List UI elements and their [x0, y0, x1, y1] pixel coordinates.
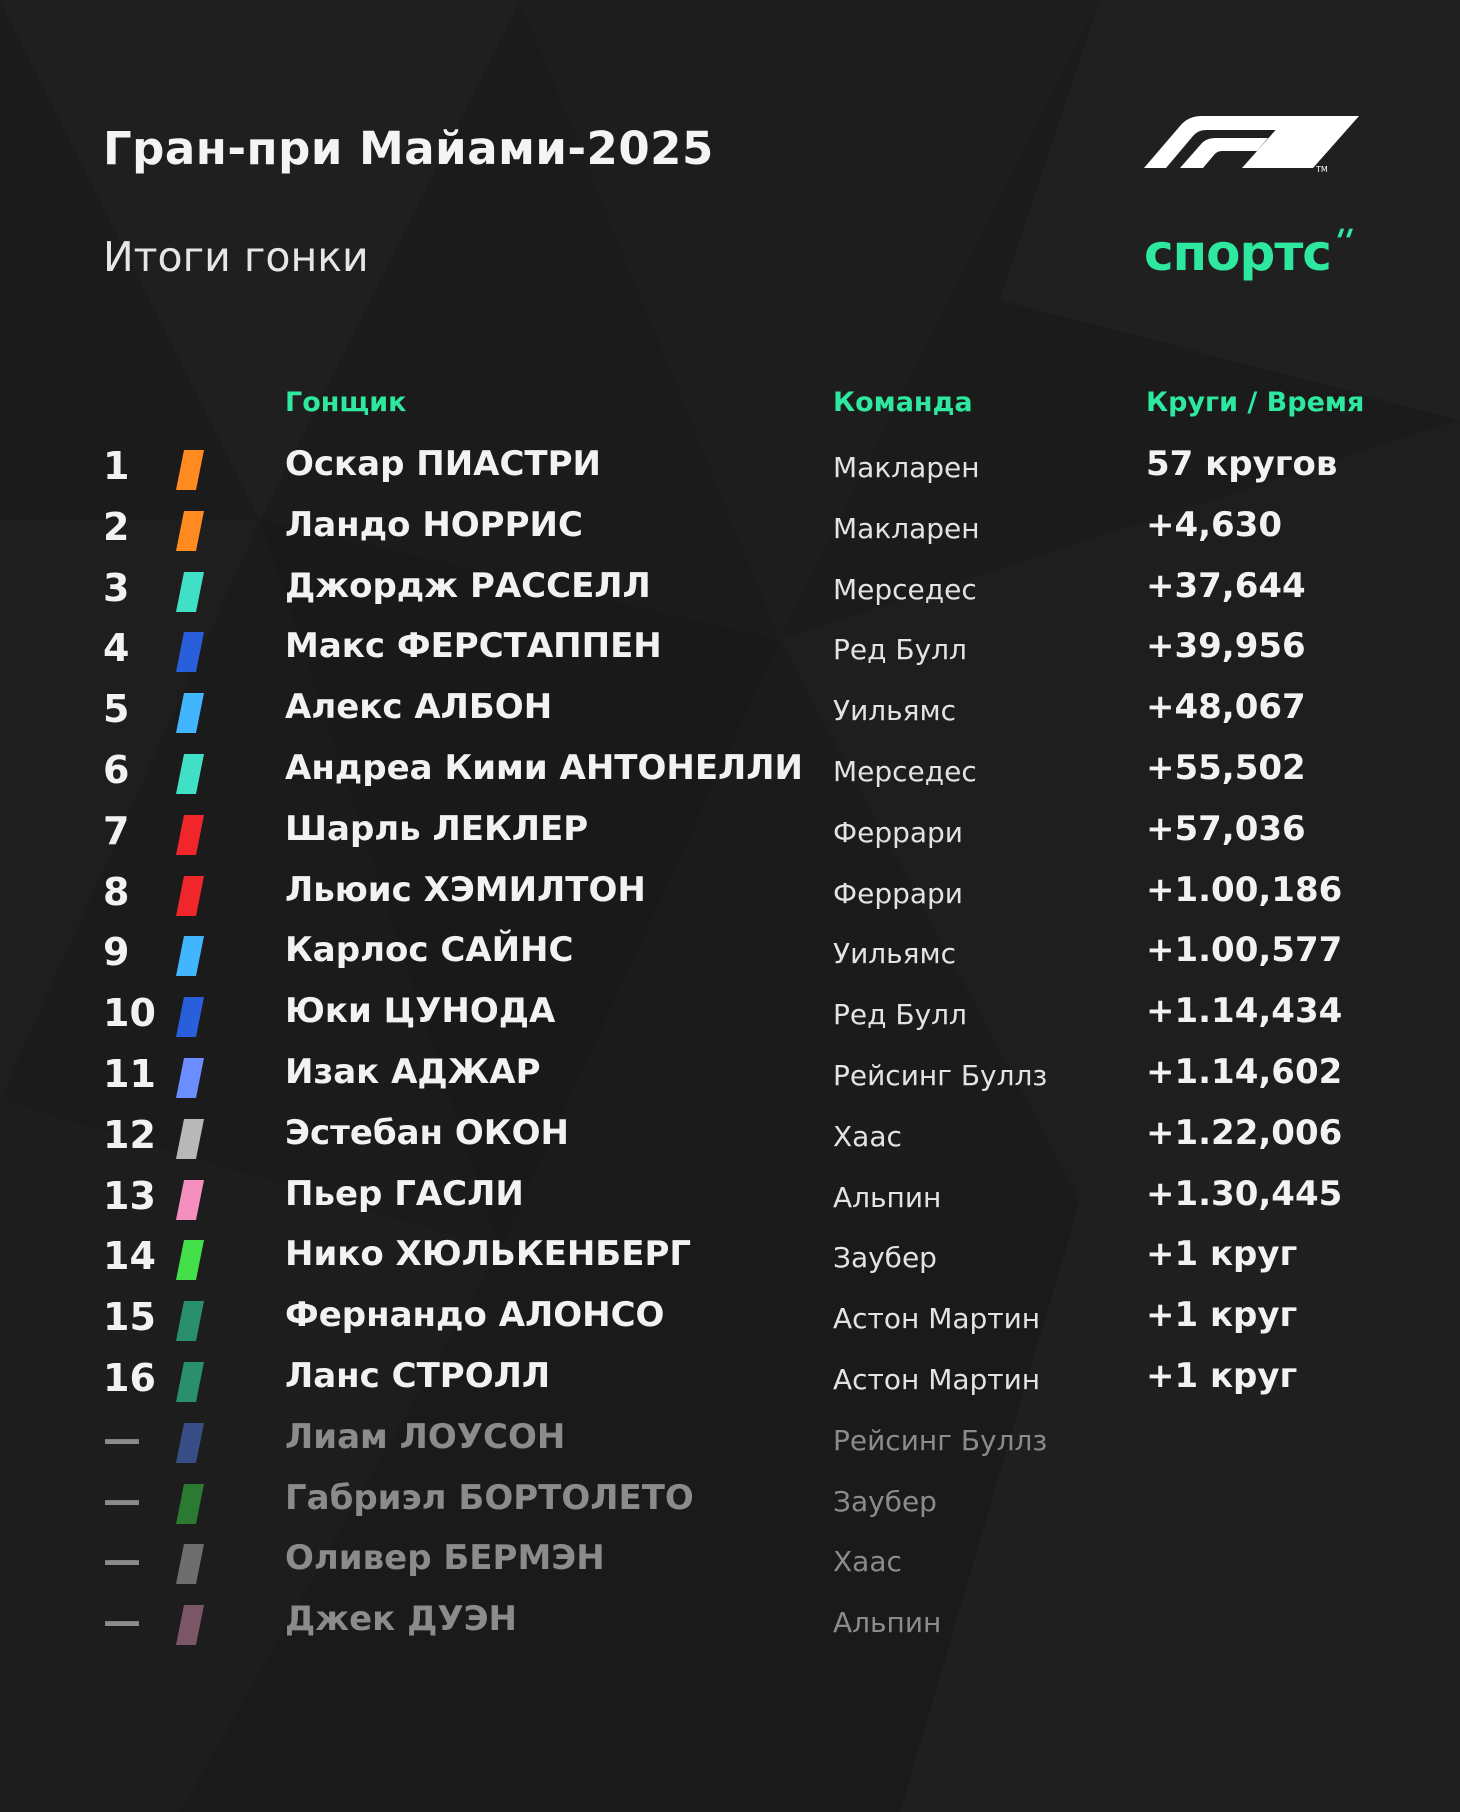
- position: —: [103, 1416, 141, 1461]
- driver-name: Лиам ЛОУСОН: [285, 1416, 566, 1457]
- driver-name: Юки ЦУНОДА: [285, 991, 556, 1032]
- lap-time: +48,067: [1146, 687, 1306, 728]
- team-color-icon: [176, 1119, 204, 1159]
- driver-name: Ландо НОРРИС: [285, 504, 583, 545]
- position: 1: [103, 444, 130, 488]
- table-row: [0, 1474, 1460, 1535]
- table-row: [0, 440, 1460, 501]
- team-color-icon: [176, 876, 204, 916]
- position: 8: [103, 869, 130, 914]
- page-title: Гран-при Майами-2025: [103, 122, 714, 175]
- lap-time: +1 круг: [1146, 1234, 1298, 1275]
- team-name: Макларен: [833, 451, 980, 484]
- team-name: Рейсинг Буллз: [833, 1058, 1048, 1092]
- lap-time: +39,956: [1146, 626, 1306, 667]
- lap-time: +1.22,006: [1146, 1112, 1343, 1153]
- lap-time: +1.14,434: [1146, 991, 1343, 1032]
- team-color-icon: [176, 693, 204, 733]
- table-row: [0, 1534, 1460, 1595]
- table-row: [0, 744, 1460, 805]
- team-name: Заубер: [833, 1241, 937, 1275]
- table-row: [0, 805, 1460, 866]
- team-name: Ред Булл: [833, 633, 967, 667]
- table-row: [0, 622, 1460, 683]
- driver-name: Льюис ХЭМИЛТОН: [285, 869, 646, 910]
- team-name: Альпин: [833, 1180, 942, 1214]
- team-color-icon: [176, 1301, 204, 1341]
- driver-name: Джордж РАССЕЛЛ: [285, 565, 651, 606]
- team-name: Хаас: [833, 1545, 902, 1579]
- table-row: [0, 1413, 1460, 1474]
- svg-text:TM: TM: [1316, 165, 1328, 174]
- position: 5: [103, 687, 130, 732]
- driver-name: Джек ДУЭН: [285, 1599, 517, 1640]
- team-name: Хаас: [833, 1119, 902, 1153]
- lap-time: +1 круг: [1146, 1355, 1298, 1396]
- position: —: [103, 1599, 141, 1644]
- column-header-time: Круги / Время: [1146, 387, 1365, 418]
- driver-name: Фернандо АЛОНСО: [285, 1295, 665, 1336]
- team-color-icon: [176, 1423, 204, 1463]
- driver-name: Оскар ПИАСТРИ: [285, 444, 601, 484]
- table-row: [0, 1048, 1460, 1109]
- team-color-icon: [176, 1484, 204, 1524]
- team-name: Макларен: [833, 511, 980, 545]
- lap-time: +1 круг: [1146, 1295, 1298, 1336]
- team-name: Заубер: [833, 1484, 937, 1518]
- driver-name: Шарль ЛЕКЛЕР: [285, 808, 589, 849]
- table-row: [0, 987, 1460, 1048]
- team-name: Астон Мартин: [833, 1302, 1041, 1336]
- table-row: [0, 562, 1460, 623]
- lap-time: 57 кругов: [1146, 444, 1338, 484]
- table-row: [0, 1352, 1460, 1413]
- position: 7: [103, 808, 130, 853]
- team-name: Альпин: [833, 1606, 942, 1640]
- lap-time: +1.14,602: [1146, 1051, 1343, 1092]
- lap-time: +4,630: [1146, 504, 1283, 545]
- team-name: Феррари: [833, 815, 964, 849]
- table-row: [0, 866, 1460, 927]
- team-color-icon: [176, 1605, 204, 1645]
- driver-name: Карлос САЙНС: [285, 930, 574, 971]
- lap-time: +57,036: [1146, 808, 1306, 849]
- driver-name: Оливер БЕРМЭН: [285, 1538, 605, 1579]
- position: 6: [103, 747, 130, 792]
- driver-name: Эстебан ОКОН: [285, 1112, 569, 1153]
- table-row: [0, 1595, 1460, 1656]
- sports-logo: [1144, 222, 1358, 282]
- team-name: Уильямс: [833, 694, 957, 728]
- team-name: Феррари: [833, 876, 964, 910]
- team-name: Уильямс: [833, 937, 957, 971]
- position: —: [103, 1477, 141, 1522]
- lap-time: +37,644: [1146, 565, 1306, 606]
- driver-name: Макс ФЕРСТАППЕН: [285, 626, 662, 667]
- table-row: [0, 1170, 1460, 1231]
- lap-time: +55,502: [1146, 747, 1306, 788]
- team-color-icon: [176, 1180, 204, 1220]
- driver-name: Габриэл БОРТОЛЕТО: [285, 1477, 694, 1518]
- driver-name: Изак АДЖАР: [285, 1051, 541, 1092]
- sports-logo-text: спортс: [1144, 224, 1331, 282]
- driver-name: Пьер ГАСЛИ: [285, 1173, 524, 1214]
- team-color-icon: [176, 1362, 204, 1402]
- driver-name: Ланс СТРОЛЛ: [285, 1355, 551, 1396]
- position: 3: [103, 565, 130, 610]
- driver-name: Андреа Кими АНТОНЕЛЛИ: [285, 747, 803, 788]
- team-color-icon: [176, 815, 204, 855]
- position: 16: [103, 1355, 156, 1400]
- position: 9: [103, 930, 130, 975]
- team-name: Ред Булл: [833, 998, 967, 1032]
- driver-name: Нико ХЮЛЬКЕНБЕРГ: [285, 1234, 692, 1275]
- team-name: Мерседес: [833, 754, 977, 788]
- team-color-icon: [176, 1544, 204, 1584]
- team-name: Мерседес: [833, 572, 977, 606]
- team-color-icon: [176, 754, 204, 794]
- position: 13: [103, 1173, 156, 1218]
- results-table: [0, 440, 1460, 1656]
- team-name: Астон Мартин: [833, 1362, 1041, 1396]
- f1-logo-icon: [1144, 112, 1359, 174]
- team-color-icon: [176, 997, 204, 1037]
- position: 12: [103, 1112, 156, 1157]
- position: 10: [103, 991, 156, 1036]
- team-color-icon: [176, 1058, 204, 1098]
- column-header-driver: Гонщик: [285, 387, 407, 418]
- team-color-icon: [176, 632, 204, 672]
- table-row: [0, 1230, 1460, 1291]
- table-row: [0, 926, 1460, 987]
- table-row: [0, 501, 1460, 562]
- position: 4: [103, 626, 130, 671]
- position: 2: [103, 504, 130, 549]
- table-row: [0, 683, 1460, 744]
- team-color-icon: [176, 450, 204, 490]
- table-row: [0, 1291, 1460, 1352]
- team-color-icon: [176, 511, 204, 551]
- driver-name: Алекс АЛБОН: [285, 687, 553, 728]
- lap-time: +1.00,577: [1146, 930, 1343, 971]
- team-name: Рейсинг Буллз: [833, 1423, 1048, 1457]
- position: 15: [103, 1295, 156, 1340]
- position: 14: [103, 1234, 156, 1279]
- team-color-icon: [176, 572, 204, 612]
- lap-time: +1.00,186: [1146, 869, 1343, 910]
- sports-logo-tick: '': [1326, 222, 1358, 260]
- page-subtitle: Итоги гонки: [103, 233, 369, 281]
- lap-time: +1.30,445: [1146, 1173, 1343, 1214]
- team-color-icon: [176, 936, 204, 976]
- team-color-icon: [176, 1240, 204, 1280]
- table-row: [0, 1109, 1460, 1170]
- position: —: [103, 1538, 141, 1583]
- column-header-team: Команда: [833, 387, 973, 418]
- position: 11: [103, 1051, 156, 1096]
